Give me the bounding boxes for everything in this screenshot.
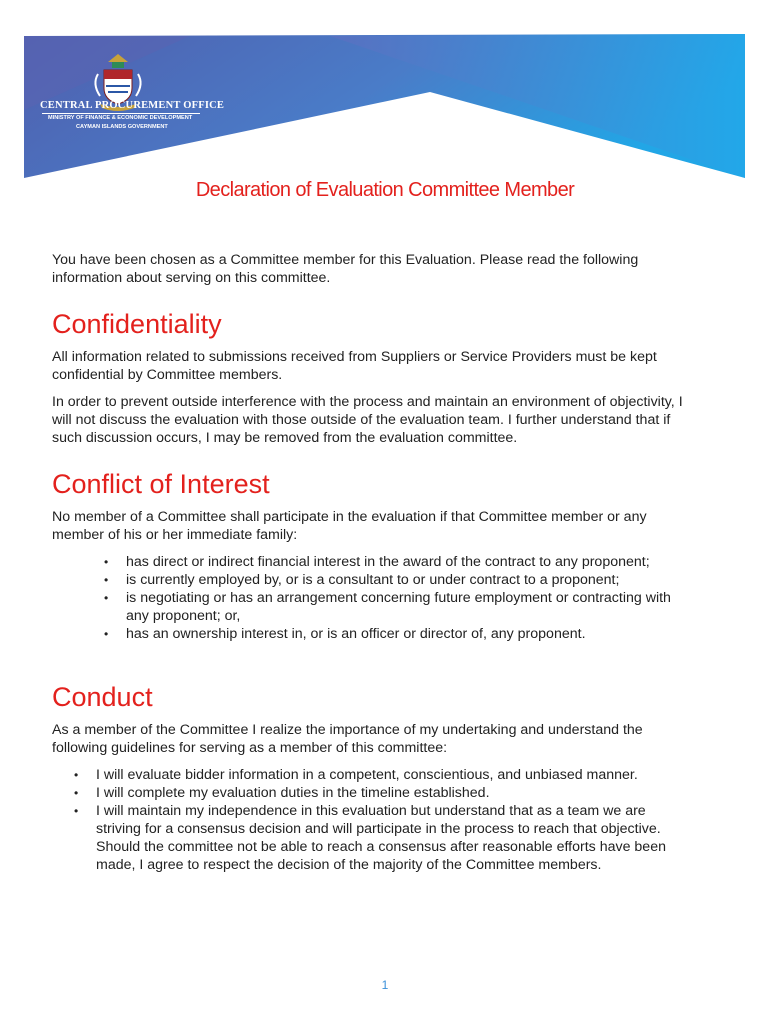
confidentiality-paragraph-2: In order to prevent outside interference with the process and maintain an environment of objectivity, I will not discuss the evaluation with those outside of the evaluation team. I further understand that if such discussion occurs, I may be removed from the evaluation committee. — [52, 394, 683, 446]
org-name: CENTRAL PROCUREMENT OFFICE — [40, 100, 225, 111]
document-body — [52, 251, 692, 874]
list-item: • I will complete my evaluation duties in the timeline established. — [74, 784, 692, 802]
government-name: CAYMAN ISLANDS GOVERNMENT — [76, 124, 168, 130]
conduct-heading: Conduct — [52, 682, 153, 712]
confidentiality-paragraph-1: All information related to submissions received from Suppliers or Service Providers must be kept confidential by Committee members. — [52, 349, 657, 383]
list-item: • I will maintain my independence in this evaluation but understand that as a team we are striving for a consensus decision and will participate in the process to reach that objective. Should the committee not be able to reach a consensus after reasonable efforts have been made, I agree to respect the decision of the majority of the Committee members. — [74, 802, 692, 874]
list-item: • is currently employed by, or is a consultant to or under contract to a proponent; — [104, 571, 692, 589]
conflict-list — [104, 553, 692, 643]
list-item: • has direct or indirect financial interest in the award of the contract to any proponent; — [104, 553, 692, 571]
ministry-name: MINISTRY OF FINANCE & ECONOMIC DEVELOPMENT — [48, 115, 193, 121]
logo-divider — [42, 113, 200, 114]
list-item: • I will evaluate bidder information in a competent, conscientious, and unbiased manner. — [74, 766, 692, 784]
conflict-paragraph: No member of a Committee shall participate in the evaluation if that Committee member or any member of his or her immediate family: — [52, 509, 647, 543]
list-item: • has an ownership interest in, or is an officer or director of, any proponent. — [104, 625, 692, 643]
list-item: • is negotiating or has an arrangement concerning future employment or contracting with any proponent; or, — [104, 589, 692, 625]
confidentiality-heading: Confidentiality — [52, 309, 222, 339]
intro-paragraph: You have been chosen as a Committee member for this Evaluation. Please read the following information about serving on this committee. — [52, 252, 639, 286]
conflict-heading: Conflict of Interest — [52, 469, 270, 499]
conduct-paragraph: As a member of the Committee I realize the importance of my undertaking and understand the following guidelines for serving as a member of this committee: — [52, 722, 643, 756]
conduct-list — [74, 766, 692, 874]
page-number: 1 — [381, 978, 389, 992]
document-title: Declaration of Evaluation Committee Member — [195, 179, 575, 201]
